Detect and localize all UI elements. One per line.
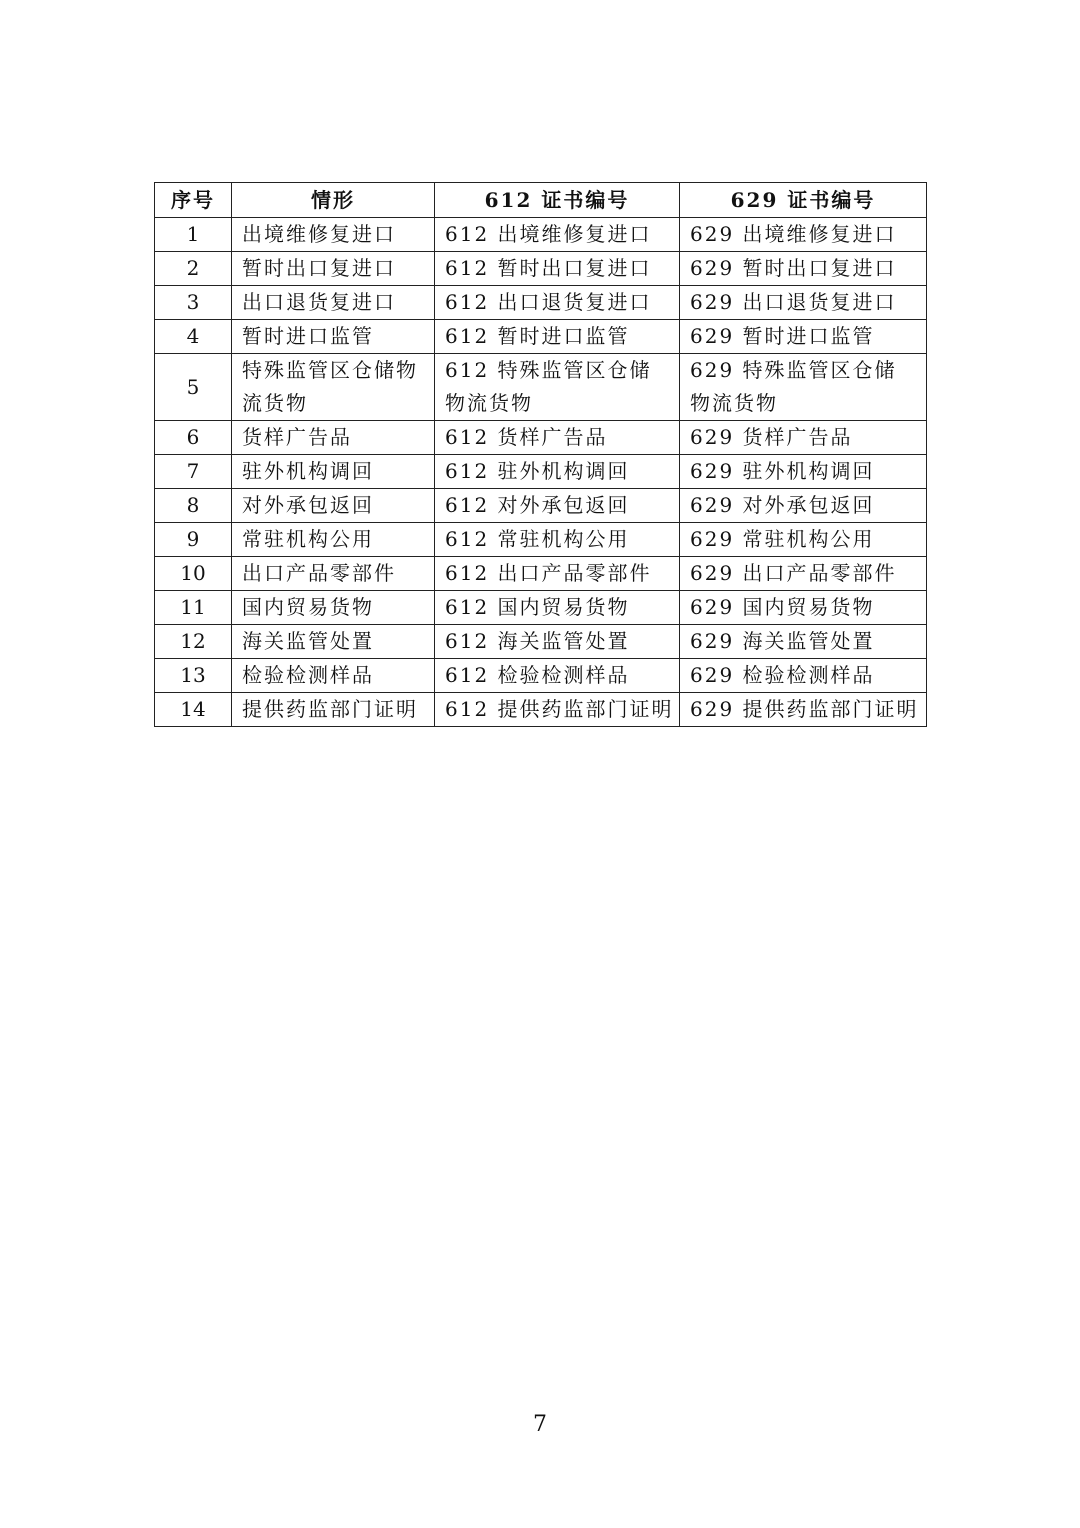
row-situation: 出境维修复进口: [232, 218, 435, 252]
row-number: 4: [155, 320, 232, 354]
row-situation: 货样广告品: [232, 421, 435, 455]
page-number: 7: [533, 1412, 547, 1437]
header-serial-number: 序号: [155, 183, 232, 218]
row-situation: 出口产品零部件: [232, 557, 435, 591]
row-612-cert: 612 提供药监部门证明: [435, 693, 680, 727]
header-situation: 情形: [232, 183, 435, 218]
row-number: 5: [155, 354, 232, 421]
table-row: [155, 455, 927, 489]
header-row: [155, 183, 927, 218]
row-629-cert: 629 暂时出口复进口: [680, 252, 927, 286]
table-row: [155, 421, 927, 455]
row-629-cert: 629 出口产品零部件: [680, 557, 927, 591]
table-row: [155, 320, 927, 354]
row-629-cert: 629 出口退货复进口: [680, 286, 927, 320]
row-situation: 海关监管处置: [232, 625, 435, 659]
row-612-cert: 612 特殊监管区仓储物流货物: [435, 354, 680, 421]
row-629-cert: 629 海关监管处置: [680, 625, 927, 659]
table-header: [155, 183, 927, 218]
row-612-cert: 612 出境维修复进口: [435, 218, 680, 252]
table-row: [155, 693, 927, 727]
row-situation: 驻外机构调回: [232, 455, 435, 489]
row-612-cert: 612 暂时进口监管: [435, 320, 680, 354]
row-612-cert: 612 国内贸易货物: [435, 591, 680, 625]
row-629-cert: 629 国内贸易货物: [680, 591, 927, 625]
row-612-cert: 612 暂时出口复进口: [435, 252, 680, 286]
header-612-certificate-number: 612 证书编号: [435, 183, 680, 218]
row-number: 10: [155, 557, 232, 591]
table-row: [155, 286, 927, 320]
certificate-number-table: [154, 182, 927, 727]
row-629-cert: 629 特殊监管区仓储物流货物: [680, 354, 927, 421]
table-row: [155, 591, 927, 625]
row-situation: 暂时出口复进口: [232, 252, 435, 286]
row-situation: 提供药监部门证明: [232, 693, 435, 727]
row-612-cert: 612 对外承包返回: [435, 489, 680, 523]
row-number: 13: [155, 659, 232, 693]
row-number: 9: [155, 523, 232, 557]
row-629-cert: 629 暂时进口监管: [680, 320, 927, 354]
table-row: [155, 625, 927, 659]
row-612-cert: 612 海关监管处置: [435, 625, 680, 659]
table-row: [155, 523, 927, 557]
row-situation: 出口退货复进口: [232, 286, 435, 320]
row-situation: 对外承包返回: [232, 489, 435, 523]
table-row: [155, 557, 927, 591]
row-number: 8: [155, 489, 232, 523]
table-body: [155, 218, 927, 727]
table-row: [155, 218, 927, 252]
row-number: 6: [155, 421, 232, 455]
row-situation: 特殊监管区仓储物流货物: [232, 354, 435, 421]
row-situation: 检验检测样品: [232, 659, 435, 693]
row-612-cert: 612 常驻机构公用: [435, 523, 680, 557]
row-629-cert: 629 驻外机构调回: [680, 455, 927, 489]
row-629-cert: 629 对外承包返回: [680, 489, 927, 523]
row-612-cert: 612 货样广告品: [435, 421, 680, 455]
row-situation: 国内贸易货物: [232, 591, 435, 625]
row-situation: 暂时进口监管: [232, 320, 435, 354]
row-612-cert: 612 驻外机构调回: [435, 455, 680, 489]
row-629-cert: 629 出境维修复进口: [680, 218, 927, 252]
row-number: 11: [155, 591, 232, 625]
row-629-cert: 629 常驻机构公用: [680, 523, 927, 557]
row-629-cert: 629 货样广告品: [680, 421, 927, 455]
table-row: [155, 659, 927, 693]
header-629-certificate-number: 629 证书编号: [680, 183, 927, 218]
row-number: 12: [155, 625, 232, 659]
row-629-cert: 629 提供药监部门证明: [680, 693, 927, 727]
row-number: 1: [155, 218, 232, 252]
table-row: [155, 489, 927, 523]
row-number: 2: [155, 252, 232, 286]
row-number: 14: [155, 693, 232, 727]
row-629-cert: 629 检验检测样品: [680, 659, 927, 693]
row-612-cert: 612 出口产品零部件: [435, 557, 680, 591]
row-situation: 常驻机构公用: [232, 523, 435, 557]
table-row: [155, 252, 927, 286]
table-row: [155, 354, 927, 421]
row-number: 3: [155, 286, 232, 320]
row-612-cert: 612 检验检测样品: [435, 659, 680, 693]
row-number: 7: [155, 455, 232, 489]
row-612-cert: 612 出口退货复进口: [435, 286, 680, 320]
